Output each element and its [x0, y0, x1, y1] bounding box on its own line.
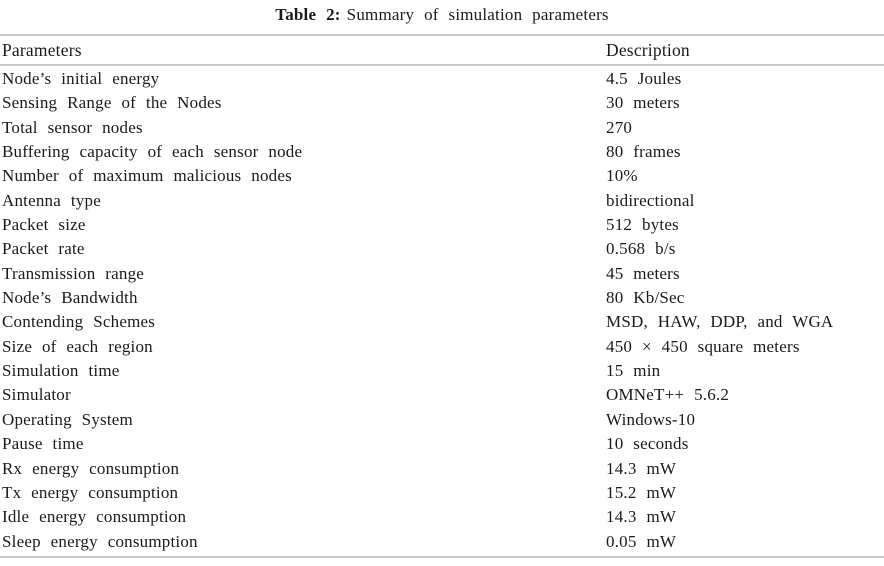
parameter-cell: Idle energy consumption [2, 507, 187, 527]
parameter-cell: Packet size [2, 215, 86, 235]
description-cell: 14.3 mW [606, 507, 677, 527]
table-row [0, 408, 884, 432]
column-header-parameters: Parameters [2, 39, 82, 60]
table-caption-text: Summary of simulation parameters [346, 5, 609, 24]
table-body [0, 66, 884, 558]
table-caption [0, 0, 884, 25]
parameter-cell: Sensing Range of the Nodes [2, 93, 222, 113]
parameter-cell: Operating System [2, 409, 133, 429]
parameter-cell: Node’s Bandwidth [2, 288, 138, 308]
table-header-row [0, 34, 884, 66]
description-cell: 10 seconds [606, 434, 689, 454]
column-header-description: Description [606, 39, 690, 60]
description-cell: 450 × 450 square meters [606, 336, 800, 356]
description-cell: 512 bytes [606, 215, 679, 235]
table-row [0, 237, 884, 261]
description-cell: OMNeT++ 5.6.2 [606, 385, 730, 405]
description-cell: MSD, HAW, DDP, and WGA [606, 312, 834, 332]
description-cell: 15 min [606, 361, 661, 381]
description-cell: 15.2 mW [606, 482, 677, 502]
parameter-cell: Size of each region [2, 336, 153, 356]
table-row [0, 91, 884, 115]
parameter-cell: Packet rate [2, 239, 85, 259]
description-cell: bidirectional [606, 190, 695, 210]
description-cell: 30 meters [606, 93, 680, 113]
parameter-cell: Sleep energy consumption [2, 531, 198, 551]
parameter-cell: Node’s initial energy [2, 69, 160, 88]
table-row [0, 457, 884, 481]
table-row [0, 213, 884, 237]
description-cell: 14.3 mW [606, 458, 677, 478]
description-cell: 10% [606, 166, 638, 186]
table-caption-label: Table 2: [275, 5, 341, 24]
description-cell: 45 meters [606, 263, 680, 283]
parameter-cell: Simulator [2, 385, 71, 405]
table-row [0, 262, 884, 286]
description-cell: 0.05 mW [606, 531, 677, 551]
table-row [0, 164, 884, 188]
description-cell: Windows-10 [606, 409, 696, 429]
description-cell: 80 Kb/Sec [606, 288, 685, 308]
description-cell: 4.5 Joules [606, 69, 682, 88]
table-row [0, 359, 884, 383]
table-row [0, 505, 884, 529]
table-row [0, 335, 884, 359]
table-row [0, 116, 884, 140]
table-row [0, 140, 884, 164]
table-row [0, 432, 884, 456]
parameter-cell: Total sensor nodes [2, 117, 143, 137]
parameter-cell: Contending Schemes [2, 312, 156, 332]
parameter-cell: Transmission range [2, 263, 145, 283]
parameter-cell: Antenna type [2, 190, 101, 210]
parameter-cell: Rx energy consumption [2, 458, 180, 478]
table-row [0, 481, 884, 505]
description-cell: 0.568 b/s [606, 239, 676, 259]
parameter-cell: Number of maximum malicious nodes [2, 166, 292, 186]
description-cell: 80 frames [606, 142, 681, 162]
table-row [0, 286, 884, 310]
parameter-cell: Tx energy consumption [2, 482, 179, 502]
table-row [0, 67, 884, 91]
parameter-cell: Buffering capacity of each sensor node [2, 142, 303, 162]
parameter-cell: Pause time [2, 434, 84, 454]
table-row [0, 383, 884, 407]
table-row [0, 530, 884, 554]
simulation-parameters-table [0, 34, 884, 558]
parameter-cell: Simulation time [2, 361, 120, 381]
table-row [0, 189, 884, 213]
table-row [0, 310, 884, 334]
description-cell: 270 [606, 117, 633, 137]
